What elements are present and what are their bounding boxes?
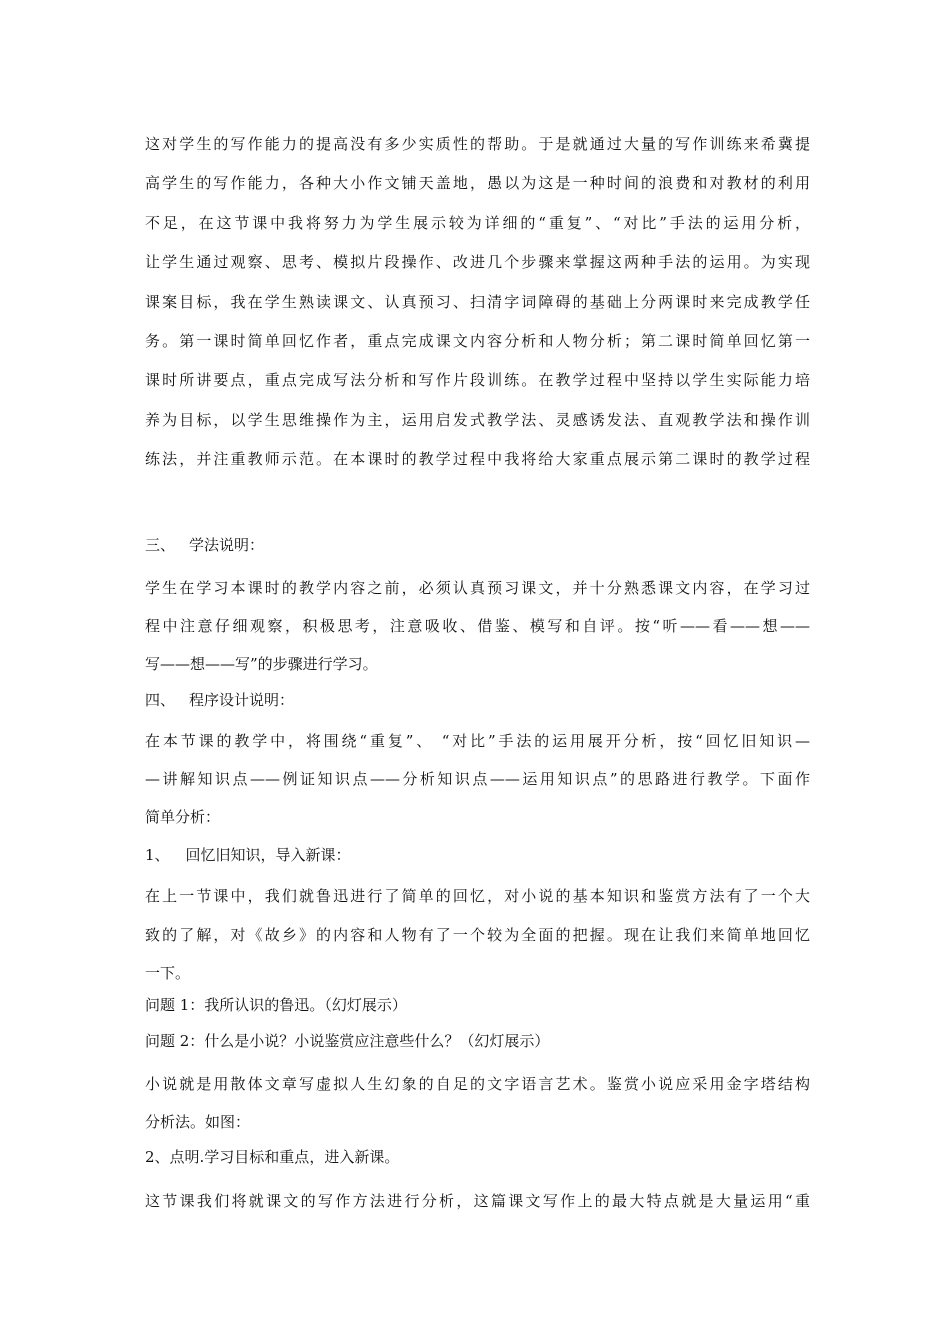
text-line: 写——想——写”的步骤进行学习。 [145,655,378,673]
paragraph-program-design [145,722,810,836]
section-number: 四、 [145,691,176,709]
text-line: 养为目标，以学生思维操作为主，运用启发式教学法、灵感诱发法、直观教学法和操作训 [145,410,810,429]
text-line: 让学生通过观察、思考、模拟片段操作、改进几个步骤来掌握这两种手法的运用。为实现 [145,253,810,272]
text-line: 高学生的写作能力，各种大小作文铺天盖地，愚以为这是一种时间的浪费和对教材的利用 [145,174,810,193]
section-title: 学法说明： [189,536,265,554]
question-2: 问题 2：什么是小说？小说鉴赏应注意些什么？（幻灯展示） [145,1032,550,1050]
paragraph-learning-method [145,569,810,683]
text-line: 在上一节课中，我们就鲁迅进行了简单的回忆，对小说的基本知识和鉴赏方法有了一个大 [145,887,810,905]
text-line: 课时所讲要点，重点完成写法分析和写作片段训练。在教学过程中坚持以学生实际能力培 [145,371,810,390]
text-line: 务。第一课时简单回忆作者，重点完成课文内容分析和人物分析；第二课时简单回忆第一 [145,332,810,351]
paragraph-writing-analysis [145,1182,810,1220]
text-line: 小说就是用散体文章写虚拟人生幻象的自足的文字语言艺术。鉴赏小说应采用金字塔结构 [145,1075,810,1093]
section-heading-learning-method [145,535,264,555]
paragraph-novel-definition [145,1065,810,1141]
text-line: 分析法。如图： [145,1113,251,1131]
text-line: 这对学生的写作能力的提高没有多少实质性的帮助。于是就通过大量的写作训练来希冀提 [145,135,810,153]
text-line: 在本节课的教学中，将围绕“重复”、 “对比”手法的运用展开分析，按“回忆旧知识— [145,732,810,750]
text-line: 程中注意仔细观察，积极思考，注意吸收、借鉴、模写和自评。按“听——看——想—— [145,617,810,635]
paragraph-teaching-method [145,125,810,480]
text-line: 不足，在这节课中我将努力为学生展示较为详细的“重复”、“对比”手法的运用分析， [145,213,810,232]
subheading-review-knowledge [145,845,351,865]
text-line: 学生在学习本课时的教学内容之前，必须认真预习课文，并十分熟悉课文内容，在学习过 [145,579,810,597]
section-number: 三、 [145,536,176,554]
subheading-number: 1、 [145,846,170,864]
section-title: 程序设计说明： [189,691,295,709]
paragraph-review [145,877,810,993]
text-line: 练法，并注重教师示范。在本课时的教学过程中我将给大家重点展示第二课时的教学过程 [145,450,810,469]
subheading-title: 回忆旧知识，导入新课： [185,846,351,864]
text-line: 这节课我们将就课文的写作方法进行分析，这篇课文写作上的最大特点就是大量运用“重 [145,1192,810,1210]
text-line: 简单分析： [145,808,221,826]
text-line: 致的了解，对《故乡》的内容和人物有了一个较为全面的把握。现在让我们来简单地回忆 [145,925,810,944]
question-1: 问题 1：我所认识的鲁迅。（幻灯展示） [145,996,407,1014]
text-line: 一下。 [145,964,191,982]
text-line: 课案目标，我在学生熟读课文、认真预习、扫清字词障碍的基础上分两课时来完成教学任 [145,292,810,311]
text-line: —讲解知识点——例证知识点——分析知识点——运用知识点”的思路进行教学。下面作 [145,770,810,788]
subheading-learning-goals: 2、点明.学习目标和重点，进入新课。 [145,1148,400,1166]
section-heading-program-design [145,690,294,710]
